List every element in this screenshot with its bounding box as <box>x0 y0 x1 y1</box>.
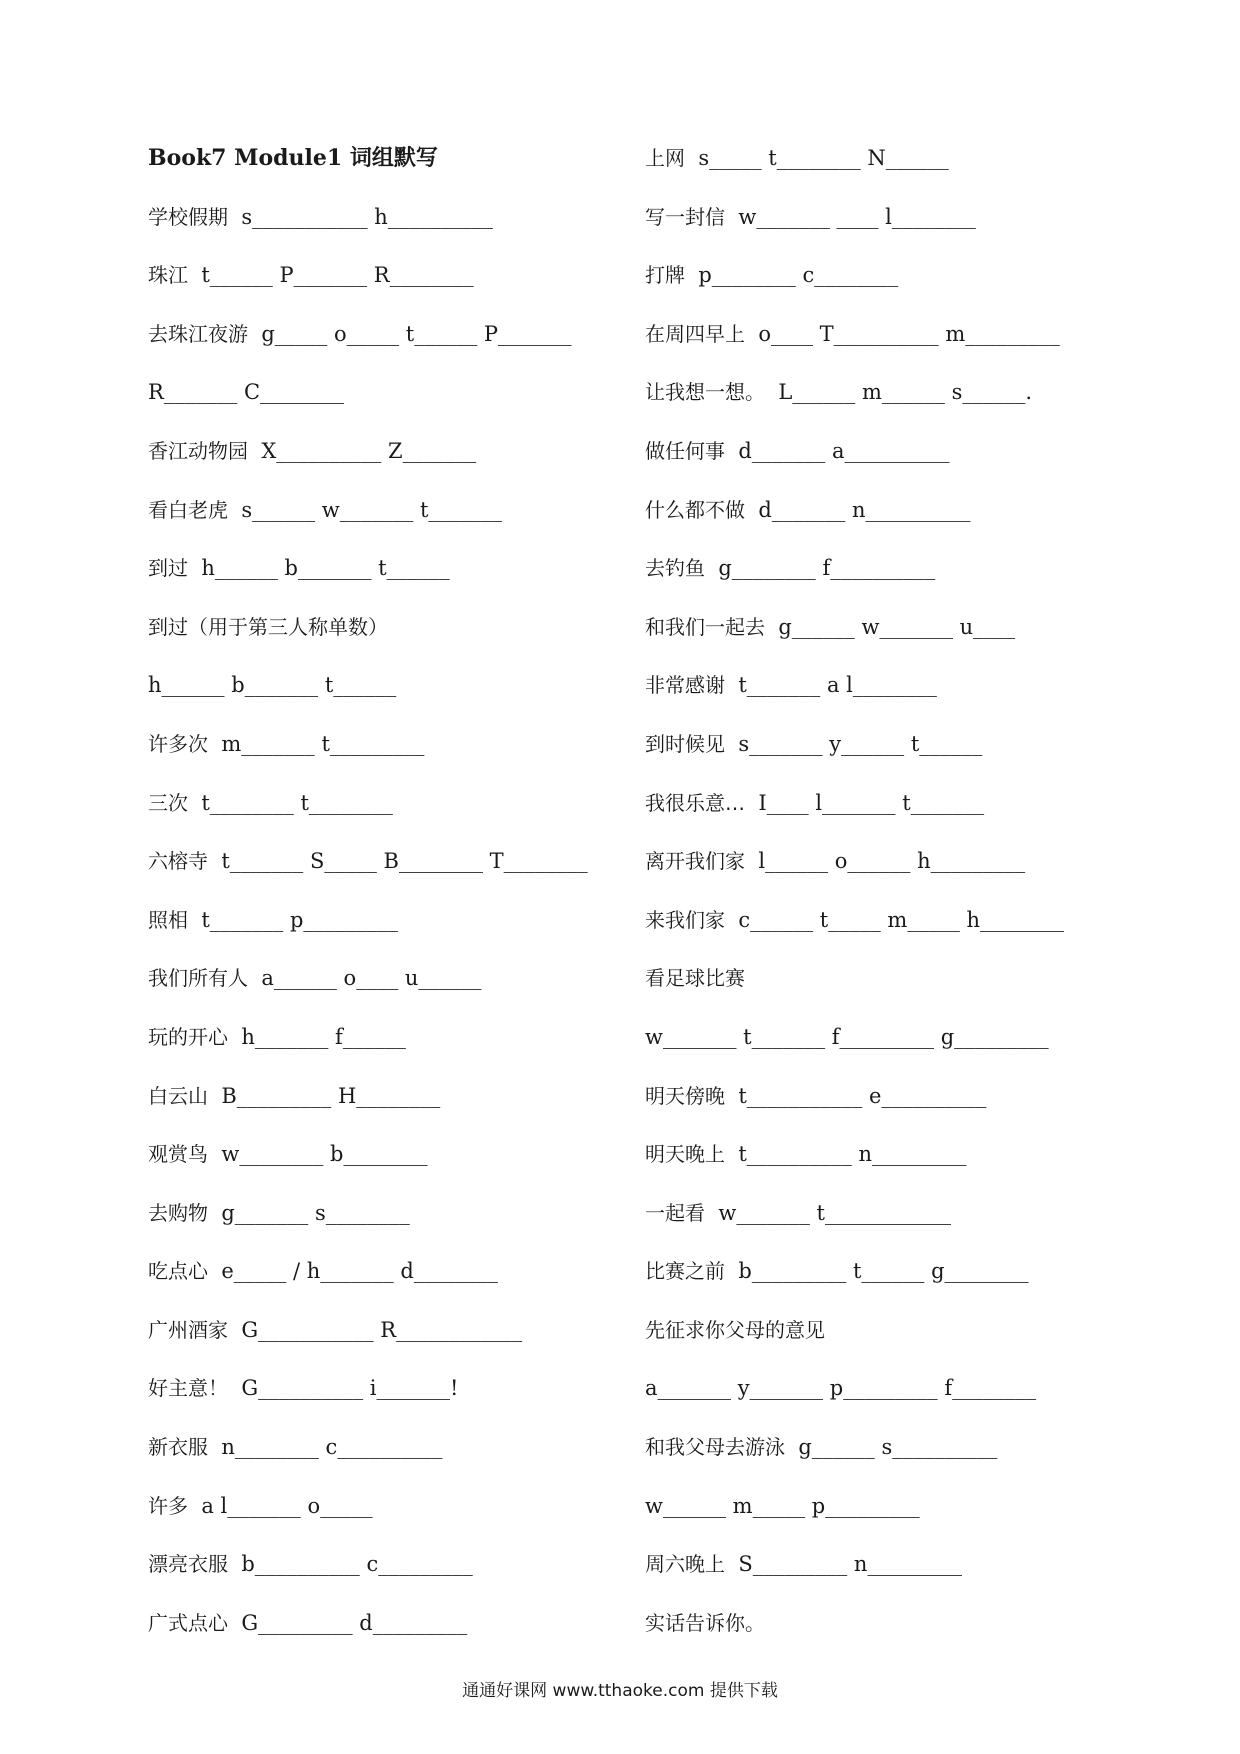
english-blanks: w________ b________ <box>221 1142 428 1167</box>
english-blanks: n________ c__________ <box>221 1435 443 1460</box>
chinese-phrase: 去珠江夜游 <box>148 321 248 346</box>
english-blanks: w_______ ____ l________ <box>738 204 976 229</box>
chinese-phrase: 三次 <box>148 790 188 815</box>
phrase-row <box>148 1368 628 1427</box>
chinese-phrase: 漂亮衣服 <box>148 1552 228 1577</box>
english-blanks: s_______ y______ t______ <box>738 731 983 756</box>
chinese-phrase: 照相 <box>148 907 188 932</box>
chinese-phrase: 新衣服 <box>148 1435 208 1460</box>
phrase-row <box>148 255 628 314</box>
chinese-phrase: 看白老虎 <box>148 497 228 522</box>
phrase-row <box>148 900 628 959</box>
chinese-phrase: 广式点心 <box>148 1610 228 1635</box>
phrase-row <box>148 1193 628 1252</box>
phrase-row <box>645 548 1115 607</box>
chinese-phrase: 我很乐意… <box>645 790 745 815</box>
english-blanks: d_______ n__________ <box>758 497 971 522</box>
phrase-row <box>645 490 1115 549</box>
english-blanks: t_______ p_________ <box>201 907 398 932</box>
phrase-row <box>148 314 628 373</box>
phrase-row <box>148 1017 628 1076</box>
phrase-row <box>148 490 628 549</box>
chinese-phrase: 玩的开心 <box>148 1024 228 1049</box>
english-blanks: t______ P_______ R________ <box>201 263 474 288</box>
chinese-phrase: 先征求你父母的意见 <box>645 1317 825 1342</box>
phrase-row <box>645 841 1115 900</box>
phrase-row <box>148 372 628 431</box>
left-column <box>148 138 628 1661</box>
phrase-row <box>148 1076 628 1135</box>
english-blanks: h______ b_______ t______ <box>201 556 450 581</box>
chinese-phrase: 比赛之前 <box>645 1259 725 1284</box>
phrase-row <box>645 372 1115 431</box>
chinese-phrase: 学校假期 <box>148 204 228 229</box>
english-blanks: p________ c________ <box>698 263 899 288</box>
phrase-row <box>645 1017 1115 1076</box>
right-column <box>645 138 1115 1661</box>
chinese-phrase: 上网 <box>645 146 685 170</box>
chinese-phrase: 白云山 <box>148 1083 208 1108</box>
english-blanks: g_____ o_____ t______ P_______ <box>261 321 572 346</box>
english-blanks: t__________ n_________ <box>738 1142 967 1167</box>
english-blanks: G___________ R____________ <box>241 1317 523 1342</box>
english-blanks: s______ w_______ t_______ <box>241 497 502 522</box>
chinese-phrase: 珠江 <box>148 263 188 288</box>
chinese-phrase: 到过 <box>148 556 188 581</box>
phrase-row <box>148 724 628 783</box>
phrase-row <box>645 783 1115 842</box>
phrase-row <box>645 724 1115 783</box>
english-blanks: a_______ y_______ p_________ f________ <box>645 1376 1037 1401</box>
phrase-row <box>148 958 628 1017</box>
english-blanks: b__________ c_________ <box>241 1552 473 1577</box>
english-blanks: h_______ f______ <box>241 1024 406 1049</box>
english-blanks: R_______ C________ <box>148 380 345 405</box>
phrase-row <box>645 665 1115 724</box>
phrase-row <box>148 197 628 256</box>
english-blanks: s_____ t________ N______ <box>698 146 949 170</box>
chinese-phrase: 打牌 <box>645 263 685 288</box>
phrase-row <box>645 1076 1115 1135</box>
english-blanks: t________ t________ <box>201 790 393 815</box>
english-blanks: t_______ S_____ B________ T________ <box>221 849 588 874</box>
chinese-phrase: 六榕寺 <box>148 849 208 874</box>
english-blanks: o____ T__________ m_________ <box>758 321 1060 346</box>
english-blanks: c______ t_____ m_____ h________ <box>738 907 1065 932</box>
english-blanks: a______ o____ u______ <box>261 966 482 991</box>
phrase-row <box>645 1486 1115 1545</box>
chinese-phrase: 让我想一想。 <box>645 380 765 405</box>
english-blanks: h______ b_______ t______ <box>148 673 397 698</box>
chinese-phrase: 和我父母去游泳 <box>645 1435 785 1460</box>
english-blanks: S_________ n_________ <box>738 1552 962 1577</box>
english-blanks: e_____ / h_______ d________ <box>221 1259 498 1284</box>
chinese-phrase: 广州酒家 <box>148 1317 228 1342</box>
phrase-row <box>645 431 1115 490</box>
worksheet-title <box>148 138 628 197</box>
chinese-phrase: 什么都不做 <box>645 497 745 522</box>
phrase-row <box>148 1603 628 1662</box>
phrase-row <box>148 1486 628 1545</box>
phrase-row <box>148 607 628 666</box>
chinese-phrase: 写一封信 <box>645 204 725 229</box>
english-blanks: g______ w_______ u____ <box>778 614 1016 639</box>
phrase-row <box>148 1427 628 1486</box>
phrase-row <box>148 431 628 490</box>
phrase-row <box>148 1544 628 1603</box>
english-blanks: l______ o______ h_________ <box>758 849 1026 874</box>
chinese-phrase: 许多 <box>148 1493 188 1518</box>
english-blanks: w_______ t____________ <box>718 1200 951 1225</box>
phrase-row <box>645 197 1115 256</box>
chinese-phrase: 做任何事 <box>645 438 725 463</box>
phrase-row <box>645 900 1115 959</box>
chinese-phrase: 一起看 <box>645 1200 705 1225</box>
english-blanks: t___________ e__________ <box>738 1083 987 1108</box>
phrase-row <box>148 1310 628 1369</box>
phrase-row <box>645 138 1115 197</box>
phrase-row <box>148 841 628 900</box>
phrase-row <box>148 1251 628 1310</box>
chinese-phrase: 去购物 <box>148 1200 208 1225</box>
english-blanks: I____ l_______ t_______ <box>758 790 985 815</box>
phrase-row <box>148 1134 628 1193</box>
chinese-phrase: 观赏鸟 <box>148 1142 208 1167</box>
phrase-row <box>645 1427 1115 1486</box>
english-blanks: X__________ Z_______ <box>261 438 477 463</box>
phrase-row <box>645 1134 1115 1193</box>
phrase-row <box>645 1310 1115 1369</box>
chinese-phrase: 香江动物园 <box>148 438 248 463</box>
english-blanks: b_________ t______ g________ <box>738 1259 1029 1284</box>
chinese-phrase: 来我们家 <box>645 907 725 932</box>
english-blanks: d_______ a__________ <box>738 438 950 463</box>
english-blanks: G_________ d_________ <box>241 1610 468 1635</box>
phrase-row <box>148 548 628 607</box>
english-blanks: g______ s__________ <box>798 1435 998 1460</box>
chinese-phrase: 好主意！ <box>148 1376 228 1401</box>
chinese-phrase: Book7 Module1 词组默写 <box>148 145 438 171</box>
english-blanks: a l_______ o_____ <box>201 1493 373 1518</box>
english-blanks: g_______ s________ <box>221 1200 410 1225</box>
phrase-row <box>645 314 1115 373</box>
phrase-row <box>645 607 1115 666</box>
phrase-row <box>645 1603 1115 1662</box>
english-blanks: L______ m______ s______. <box>778 380 1033 405</box>
chinese-phrase: 明天晚上 <box>645 1142 725 1167</box>
chinese-phrase: 到时候见 <box>645 731 725 756</box>
chinese-phrase: 吃点心 <box>148 1259 208 1284</box>
english-blanks: w______ m_____ p_________ <box>645 1493 920 1518</box>
chinese-phrase: 在周四早上 <box>645 321 745 346</box>
chinese-phrase: 非常感谢 <box>645 673 725 698</box>
english-blanks: s___________ h__________ <box>241 204 493 229</box>
chinese-phrase: 离开我们家 <box>645 849 745 874</box>
english-blanks: g________ f__________ <box>718 556 936 581</box>
phrase-row <box>148 783 628 842</box>
phrase-row <box>645 1251 1115 1310</box>
english-blanks: m_______ t_________ <box>221 731 425 756</box>
phrase-row <box>148 665 628 724</box>
phrase-row <box>645 958 1115 1017</box>
phrase-row <box>645 1193 1115 1252</box>
chinese-phrase: 许多次 <box>148 731 208 756</box>
footer-source: 通通好课网 www.tthaoke.com 提供下载 <box>462 1681 778 1701</box>
english-blanks: B_________ H________ <box>221 1083 441 1108</box>
chinese-phrase: 看足球比赛 <box>645 966 745 991</box>
chinese-phrase: 到过（用于第三人称单数） <box>148 614 388 639</box>
phrase-row <box>645 1544 1115 1603</box>
phrase-row <box>645 255 1115 314</box>
english-blanks: G__________ i_______! <box>241 1376 459 1401</box>
chinese-phrase: 和我们一起去 <box>645 614 765 639</box>
phrase-row <box>645 1368 1115 1427</box>
chinese-phrase: 去钓鱼 <box>645 556 705 581</box>
english-blanks: w_______ t_______ f_________ g_________ <box>645 1024 1049 1049</box>
chinese-phrase: 我们所有人 <box>148 966 248 991</box>
english-blanks: t_______ a l________ <box>738 673 937 698</box>
chinese-phrase: 实话告诉你。 <box>645 1610 765 1635</box>
chinese-phrase: 明天傍晚 <box>645 1083 725 1108</box>
chinese-phrase: 周六晚上 <box>645 1552 725 1577</box>
